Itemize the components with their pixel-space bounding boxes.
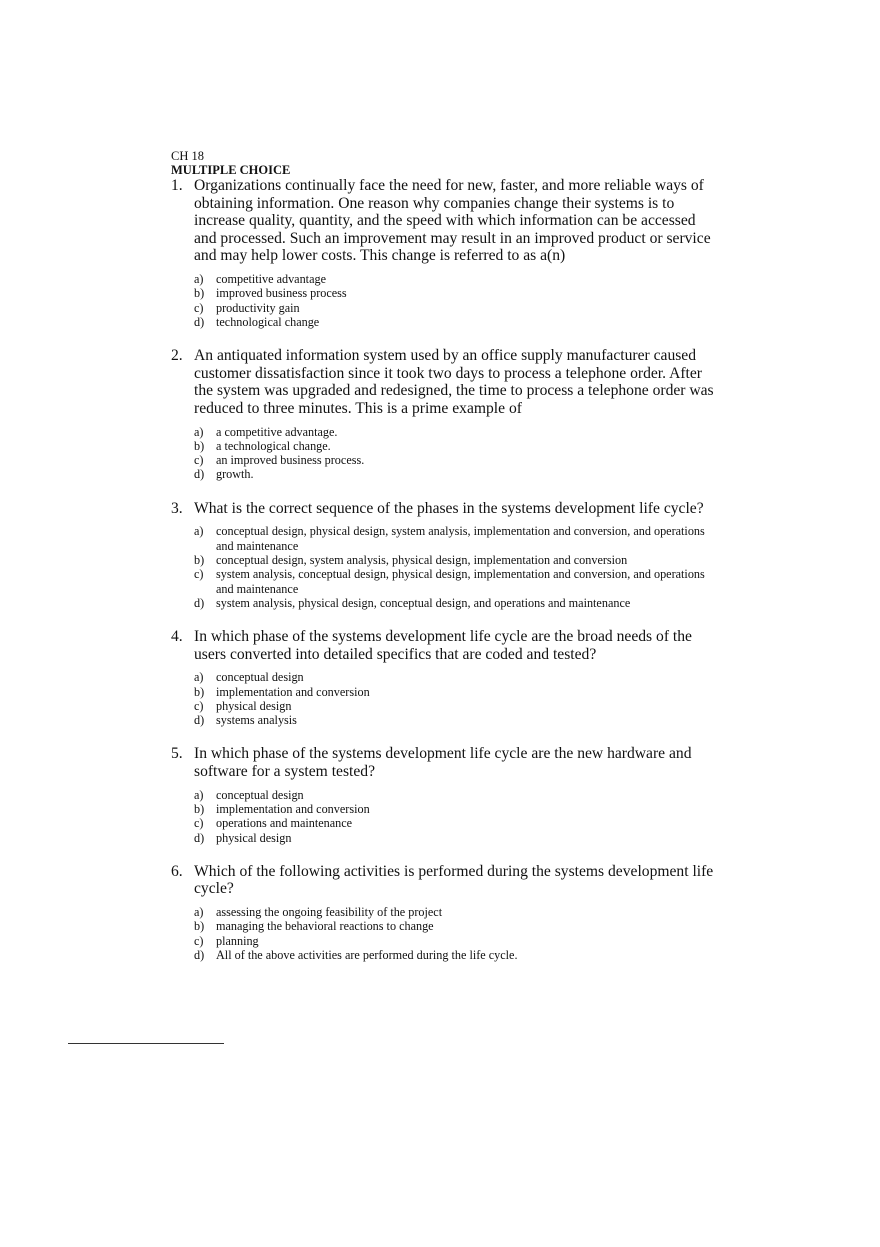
- option-letter: d): [194, 314, 205, 329]
- question-list: [171, 177, 721, 962]
- answer-option: [194, 596, 721, 610]
- option-text: systems analysis: [216, 713, 297, 728]
- option-text: a technological change.: [216, 438, 331, 453]
- option-text: technological change: [216, 314, 320, 329]
- question-text: Organizations continually face the need for new, faster, and more reliable ways of obtaining information. One reason why companies change their systems is to increase quality, quantity, and the speed with which information can be accessed and processed. Such an improvement may result in an improved product or service and may help lower costs. This change is referred to as a(n): [194, 177, 711, 265]
- answer-option: [194, 467, 721, 481]
- option-text: conceptual design: [216, 670, 304, 685]
- question-stem: [171, 628, 721, 663]
- option-text: physical design: [216, 698, 292, 713]
- option-text: conceptual design: [216, 787, 304, 802]
- answer-option: [194, 553, 721, 567]
- option-text: implementation and conversion: [216, 801, 370, 816]
- option-letter: c): [194, 567, 204, 582]
- answer-option: [194, 788, 721, 802]
- option-letter: a): [194, 905, 204, 920]
- option-letter: b): [194, 801, 205, 816]
- answer-option: [194, 685, 721, 699]
- option-letter: b): [194, 684, 205, 699]
- question-item: [171, 177, 721, 329]
- option-letter: a): [194, 424, 204, 439]
- option-text: operations and maintenance: [216, 816, 353, 831]
- answer-option: [194, 439, 721, 453]
- question-item: [171, 347, 721, 482]
- answer-options: [194, 425, 721, 482]
- option-letter: d): [194, 947, 205, 962]
- option-letter: d): [194, 467, 205, 482]
- answer-options: [194, 524, 721, 610]
- option-letter: b): [194, 286, 205, 301]
- option-text: conceptual design, system analysis, physical design, implementation and conversion: [216, 552, 628, 567]
- question-stem: [171, 177, 721, 265]
- answer-option: [194, 713, 721, 727]
- answer-option: [194, 699, 721, 713]
- answer-option: [194, 301, 721, 315]
- question-text: What is the correct sequence of the phases in the systems development life cycle?: [194, 499, 704, 517]
- question-number: 1.: [171, 177, 183, 194]
- option-text: managing the behavioral reactions to change: [216, 919, 434, 934]
- question-number: 2.: [171, 347, 183, 365]
- answer-option: [194, 816, 721, 830]
- option-text: conceptual design, physical design, system analysis, implementation and conversion, and operations and maintenance: [216, 524, 705, 553]
- answer-options: [194, 788, 721, 845]
- option-letter: c): [194, 453, 204, 468]
- answer-option: [194, 905, 721, 919]
- answer-option: [194, 425, 721, 439]
- question-stem: [171, 347, 721, 417]
- document-content: [171, 149, 721, 980]
- option-text: a competitive advantage.: [216, 424, 338, 439]
- answer-option: [194, 567, 721, 596]
- option-letter: a): [194, 271, 204, 286]
- option-text: physical design: [216, 830, 292, 845]
- option-letter: c): [194, 300, 204, 315]
- option-letter: d): [194, 595, 205, 610]
- question-number: 5.: [171, 745, 183, 763]
- option-text: All of the above activities are performed during the life cycle.: [216, 947, 518, 962]
- option-letter: d): [194, 713, 205, 728]
- answer-options: [194, 905, 721, 962]
- option-text: growth.: [216, 467, 254, 482]
- section-title: MULTIPLE CHOICE: [171, 163, 291, 177]
- answer-option: [194, 670, 721, 684]
- option-text: productivity gain: [216, 300, 300, 315]
- question-stem: [171, 863, 721, 898]
- question-number: 3.: [171, 499, 183, 517]
- question-text: In which phase of the systems development life cycle are the broad needs of the users converted into detailed specifics that are coded and tested?: [194, 628, 692, 663]
- answer-option: [194, 919, 721, 933]
- option-text: competitive advantage: [216, 271, 326, 286]
- option-letter: b): [194, 552, 205, 567]
- answer-option: [194, 831, 721, 845]
- answer-option: [194, 802, 721, 816]
- option-letter: a): [194, 787, 204, 802]
- answer-option: [194, 272, 721, 286]
- answer-option: [194, 524, 721, 553]
- answer-option: [194, 934, 721, 948]
- option-letter: c): [194, 698, 204, 713]
- question-text: In which phase of the systems development life cycle are the new hardware and software for a system tested?: [194, 745, 692, 781]
- question-number: 6.: [171, 862, 183, 880]
- question-item: [171, 628, 721, 727]
- option-letter: d): [194, 830, 205, 845]
- option-text: planning: [216, 933, 259, 948]
- option-text: assessing the ongoing feasibility of the project: [216, 905, 443, 920]
- footnote-separator: [68, 1043, 224, 1044]
- question-stem: [171, 745, 721, 780]
- option-letter: b): [194, 919, 205, 934]
- question-number: 4.: [171, 628, 183, 646]
- answer-options: [194, 670, 721, 727]
- question-item: [171, 863, 721, 962]
- option-letter: a): [194, 524, 204, 539]
- option-text: system analysis, conceptual design, physical design, implementation and conversion, and operations and maintenance: [216, 567, 705, 596]
- option-text: implementation and conversion: [216, 684, 370, 699]
- question-item: [171, 745, 721, 844]
- chapter-label: CH 18: [171, 149, 204, 163]
- option-letter: a): [194, 670, 204, 685]
- question-text: An antiquated information system used by an office supply manufacturer caused customer dissatisfaction since it took two days to process a telephone order. After the system was upgraded and redesigned, the time to process a telephone order was reduced to three minutes. This is a prime example of: [194, 347, 714, 417]
- option-letter: b): [194, 438, 205, 453]
- option-text: improved business process: [216, 286, 347, 301]
- answer-option: [194, 286, 721, 300]
- answer-options: [194, 272, 721, 329]
- answer-option: [194, 453, 721, 467]
- question-item: [171, 500, 721, 610]
- option-text: system analysis, physical design, conceptual design, and operations and maintenance: [216, 595, 631, 610]
- answer-option: [194, 315, 721, 329]
- answer-option: [194, 948, 721, 962]
- option-letter: c): [194, 933, 204, 948]
- option-letter: c): [194, 816, 204, 831]
- option-text: an improved business process.: [216, 453, 365, 468]
- question-text: Which of the following activities is performed during the systems development life cycle?: [194, 862, 714, 898]
- question-stem: [171, 500, 721, 518]
